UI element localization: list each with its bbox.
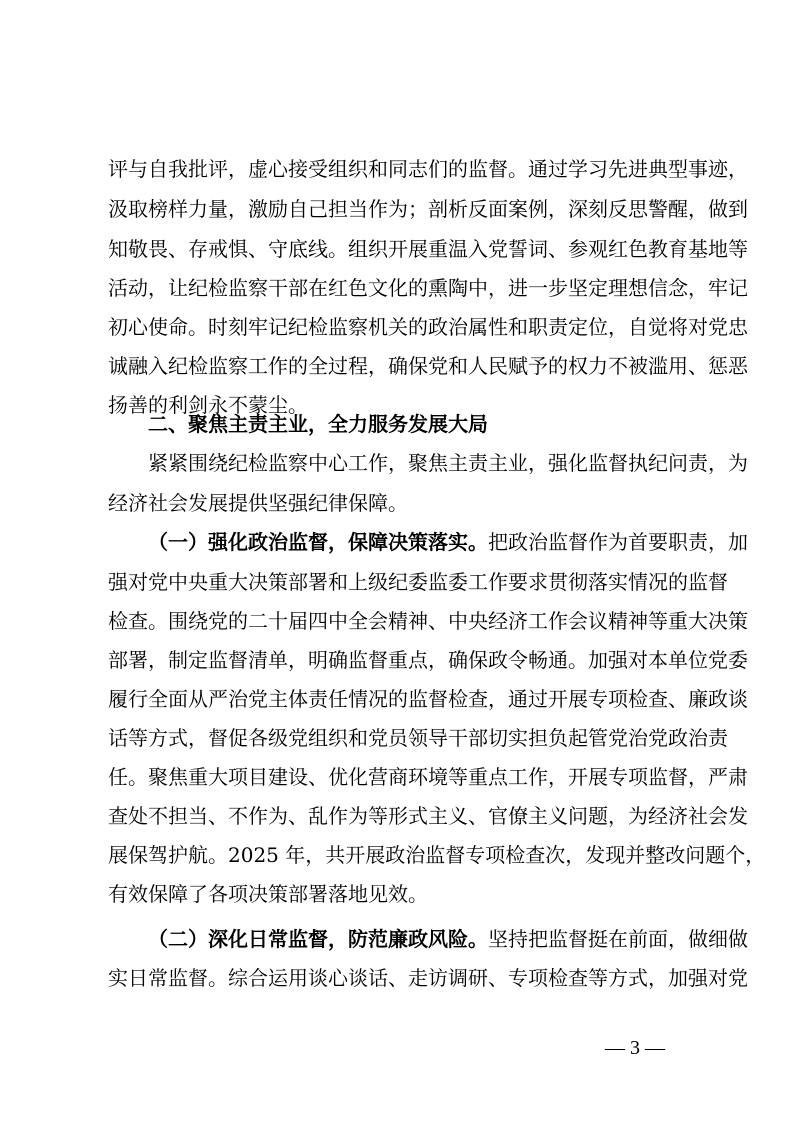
subsection-heading: （一）强化政治监督，保障决策落实。 (148, 530, 488, 554)
text-line: 检查。围绕党的二十届四中全会精神、中央经济工作会议精神等重大决策 (108, 609, 748, 633)
text-line: 活动，让纪检监察干部在红色文化的熏陶中，进一步坚定理想信念，牢记 (108, 276, 748, 300)
text-span: 把政治监督作为首要职责，加 (488, 530, 748, 554)
text-line: 实日常监督。综合运用谈心谈话、走访调研、专项检查等方式，加强对党 (108, 966, 748, 990)
text-line: 诚融入纪检监察工作的全过程，确保党和人民赋予的权力不被滥用、惩恶 (108, 354, 748, 378)
text-line: 有效保障了各项决策部署落地见效。 (108, 882, 428, 906)
text-line: 扬善的利剑永不蒙尘。 (108, 393, 308, 417)
text-line: 紧紧围绕纪检监察中心工作，聚焦主责主业，强化监督执纪问责，为 (148, 451, 748, 475)
text-line: 履行全面从严治党主体责任情况的监督检查，通过开展专项检查、廉政谈 (108, 687, 748, 711)
text-line: 任。聚焦重大项目建设、优化营商环境等重点工作，开展专项监督，严肃 (108, 765, 748, 789)
text-line: 强对党中央重大决策部署和上级纪委监委工作要求贯彻落实情况的监督 (108, 570, 728, 594)
text-line: 话等方式，督促各级党组织和党员领导干部切实担负起管党治党政治责 (108, 726, 728, 750)
text-line-with-subhead (148, 523, 748, 561)
subsection-heading: （二）深化日常监督，防范廉政风险。 (148, 927, 488, 951)
text-line-with-subhead (148, 920, 748, 958)
text-line: 展保驾护航。2025 年，共开展政治监督专项检查次，发现并整改问题个， (108, 843, 766, 867)
section-heading: 二、聚焦主责主业，全力服务发展大局 (148, 412, 488, 436)
text-line: 查处不担当、不作为、乱作为等形式主义、官僚主义问题，为经济社会发 (108, 804, 748, 828)
text-line: 评与自我批评，虚心接受组织和同志们的监督。通过学习先进典型事迹， (108, 157, 748, 181)
text-line: 部署，制定监督清单，明确监督重点，确保政令畅通。加强对本单位党委 (108, 648, 748, 672)
text-line: 经济社会发展提供坚强纪律保障。 (108, 491, 408, 515)
text-line: 初心使命。时刻牢记纪检监察机关的政治属性和职责定位，自觉将对党忠 (108, 315, 748, 339)
text-line: 知敬畏、存戒惧、守底线。组织开展重温入党誓词、参观红色教育基地等 (108, 237, 748, 261)
page-number: — 3 — (605, 1037, 665, 1059)
text-line: 汲取榜样力量，激励自己担当作为；剖析反面案例，深刻反思警醒，做到 (108, 197, 748, 221)
text-span: 坚持把监督挺在前面，做细做 (488, 927, 748, 951)
